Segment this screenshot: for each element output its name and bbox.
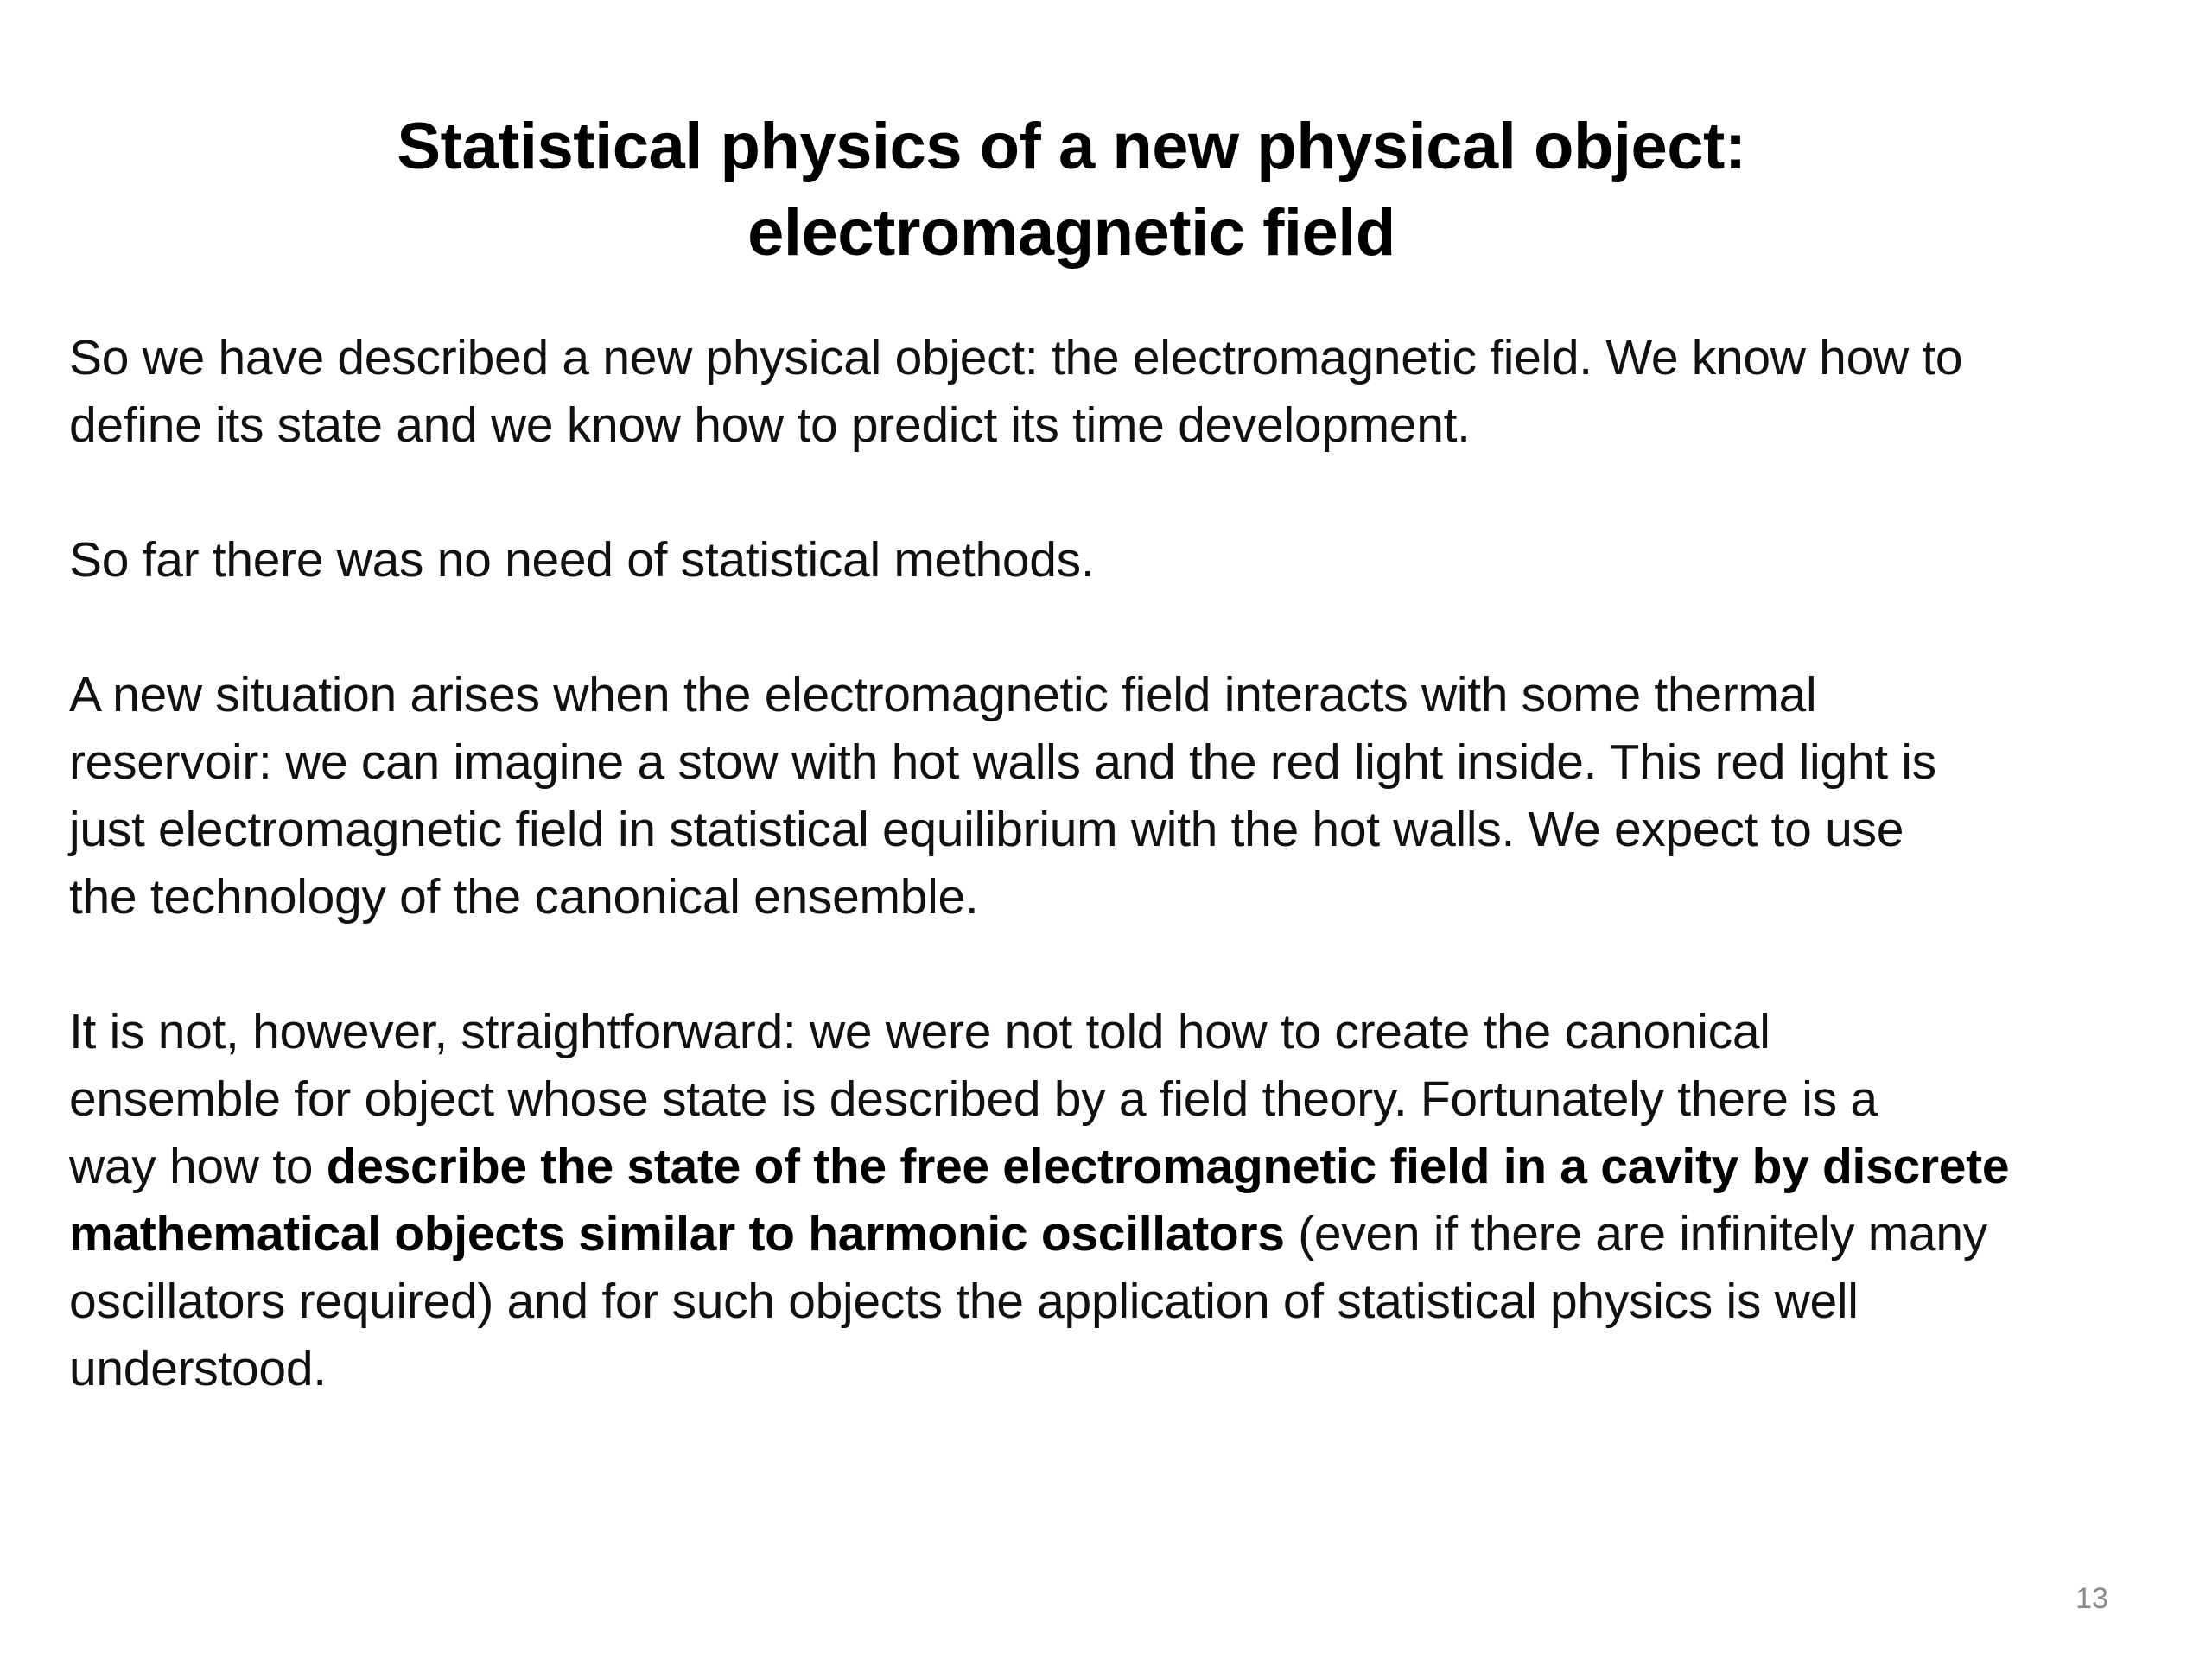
paragraph-4-emphasis-part-1: describe the state of the free electromagnetic field in a cavity by discrete xyxy=(326,1139,2010,1194)
paragraph-4-line-3 xyxy=(69,1133,2108,1200)
paragraph-4-line-3-text: way how to xyxy=(69,1139,327,1194)
paragraph-3-line-2: reservoir: we can imagine a stow with hot walls and the red light inside. This red light is xyxy=(69,734,1936,790)
paragraph-4-line-4 xyxy=(69,1200,2108,1268)
paragraph-4-line-2: ensemble for object whose state is described by a field theory. Fortunately there is a xyxy=(69,1071,1878,1127)
paragraph-3-line-3: just electromagnetic field in statistical equilibrium with the hot walls. We expect to use xyxy=(69,802,1904,857)
slide-title-line-1: Statistical physics of a new physical object: xyxy=(397,110,1746,183)
paragraph-2-line-1: So far there was no need of statistical methods. xyxy=(69,532,1095,588)
paragraph-4-emphasis-part-2: mathematical objects similar to harmonic oscillators xyxy=(69,1206,1285,1262)
paragraph-3-line-4: the technology of the canonical ensemble. xyxy=(69,869,979,925)
page-number: 13 xyxy=(2075,1582,2108,1615)
paragraph-1 xyxy=(69,324,2108,459)
paragraph-1-line-1: So we have described a new physical object: the electromagnetic field. We know how to xyxy=(69,330,1963,385)
paragraph-4-line-6: understood. xyxy=(69,1341,327,1396)
paragraph-4-line-1: It is not, however, straightforward: we were not told how to create the canonical xyxy=(69,1004,1770,1059)
paragraph-4-line-5: oscillators required) and for such objects the application of statistical physics is well xyxy=(69,1274,1859,1329)
paragraph-3-line-1: A new situation arises when the electromagnetic field interacts with some thermal xyxy=(69,667,1817,722)
paragraph-1-line-2: define its state and we know how to predict its time development. xyxy=(69,397,1471,453)
slide-title xyxy=(0,104,2143,276)
paragraph-3 xyxy=(69,661,2108,931)
slide-title-line-2: electromagnetic field xyxy=(747,196,1395,270)
paragraph-4 xyxy=(69,998,2108,1402)
slide-body xyxy=(69,324,2108,1470)
paragraph-2 xyxy=(69,526,2108,594)
paragraph-4-line-4-text: (even if there are infinitely many xyxy=(1284,1206,1987,1262)
